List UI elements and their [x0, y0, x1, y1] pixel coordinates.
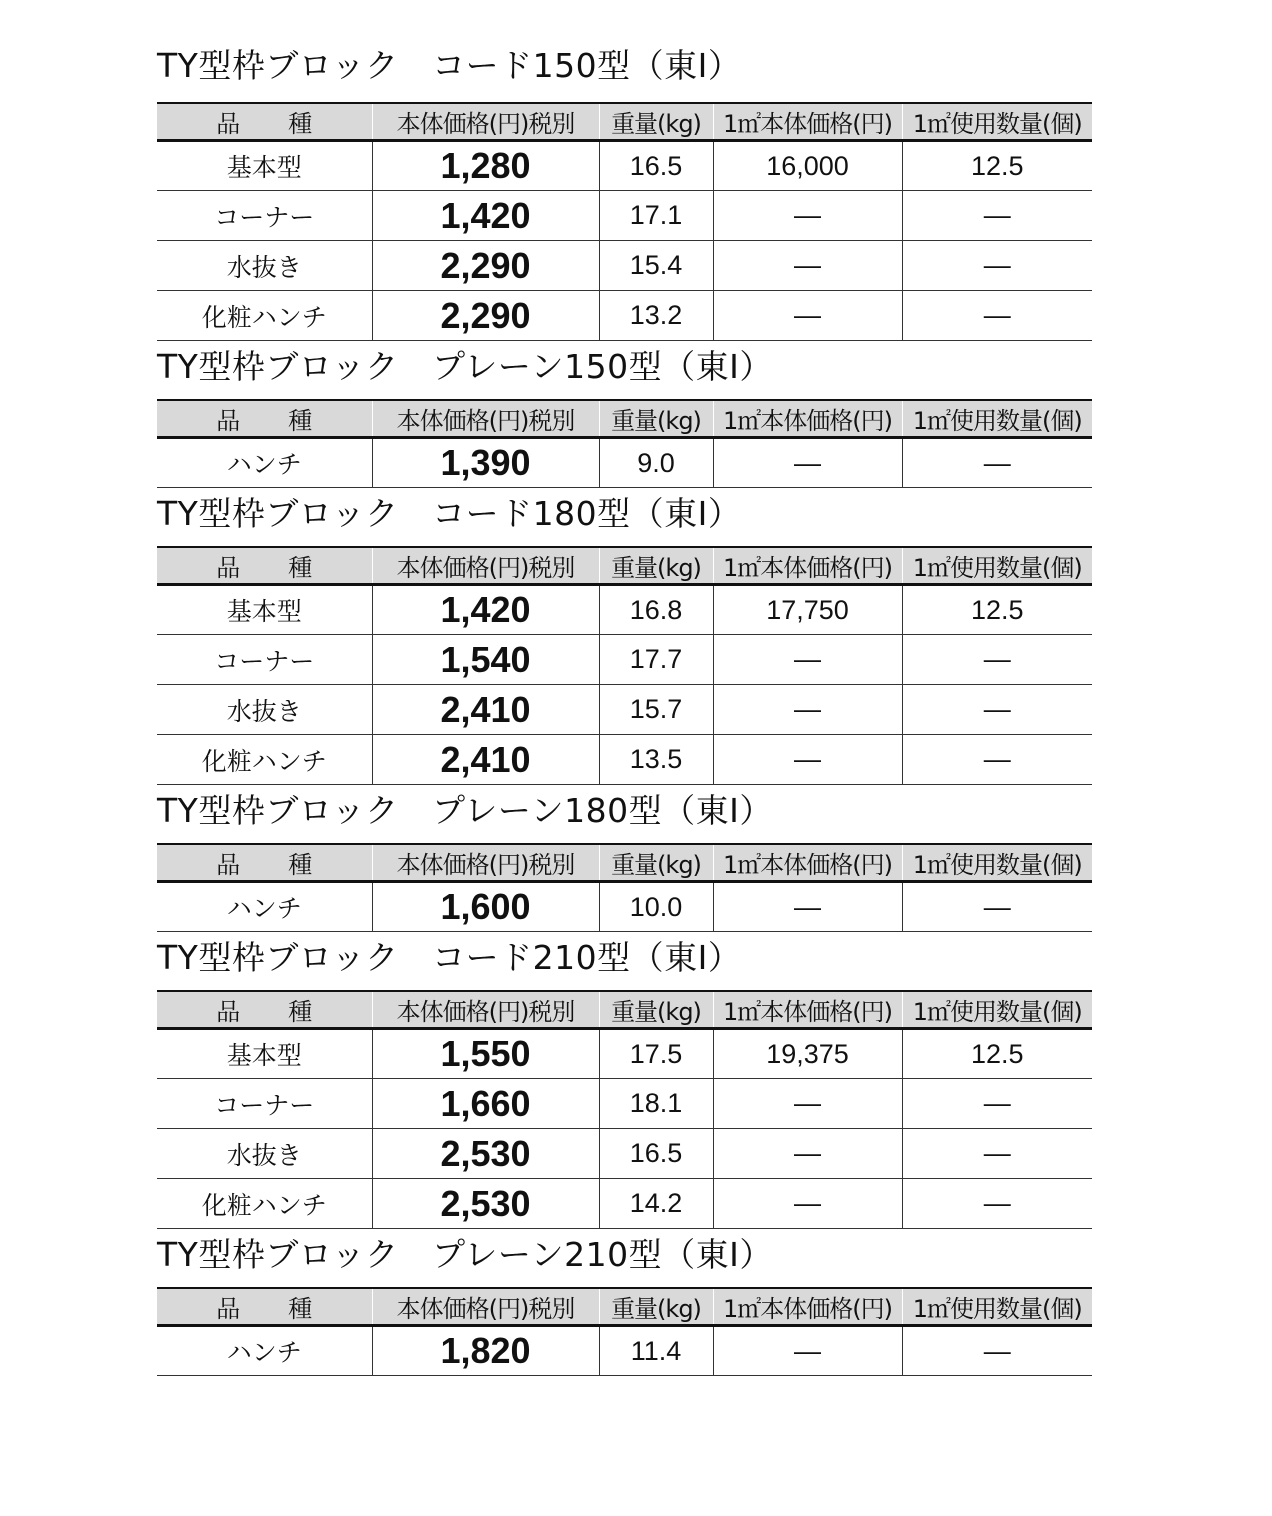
header-kind: 品 種	[157, 991, 372, 1029]
cell-weight: 14.2	[599, 1179, 713, 1229]
cell-per-m2-qty: ―	[902, 1129, 1092, 1179]
table-row	[157, 438, 1092, 488]
price-sheet	[157, 44, 1092, 1376]
section-title: TY型枠ブロック プレーン150型（東Ⅰ）	[157, 347, 773, 386]
header-per-m2-price: 1㎡本体価格(円)	[713, 547, 902, 585]
cell-kind: コーナー	[157, 635, 372, 685]
cell-per-m2-qty: ―	[902, 1079, 1092, 1129]
product-section	[157, 1229, 1092, 1376]
cell-per-m2-qty: ―	[902, 1326, 1092, 1376]
cell-per-m2-price: 19,375	[713, 1029, 902, 1079]
cell-per-m2-price: ―	[713, 241, 902, 291]
section-title: TY型枠ブロック コード180型（東Ⅰ）	[157, 494, 742, 533]
cell-price: 2,410	[372, 735, 599, 785]
cell-per-m2-qty: ―	[902, 635, 1092, 685]
table-row	[157, 1326, 1092, 1376]
cell-weight: 16.8	[599, 585, 713, 635]
header-per-m2-qty: 1㎡使用数量(個)	[902, 1288, 1092, 1326]
cell-price: 2,530	[372, 1129, 599, 1179]
header-weight: 重量(kg)	[599, 991, 713, 1029]
section-title: TY型枠ブロック プレーン210型（東Ⅰ）	[157, 1235, 773, 1274]
header-weight: 重量(kg)	[599, 1288, 713, 1326]
cell-per-m2-price: ―	[713, 685, 902, 735]
cell-per-m2-qty: 12.5	[902, 585, 1092, 635]
table-row	[157, 635, 1092, 685]
cell-per-m2-price: 16,000	[713, 141, 902, 191]
cell-kind: コーナー	[157, 1079, 372, 1129]
header-per-m2-qty: 1㎡使用数量(個)	[902, 547, 1092, 585]
cell-weight: 15.7	[599, 685, 713, 735]
cell-per-m2-qty: ―	[902, 291, 1092, 341]
table-row	[157, 585, 1092, 635]
product-section	[157, 932, 1092, 1229]
cell-kind: ハンチ	[157, 882, 372, 932]
cell-price: 1,820	[372, 1326, 599, 1376]
cell-per-m2-price: ―	[713, 1129, 902, 1179]
header-weight: 重量(kg)	[599, 103, 713, 141]
price-table	[157, 102, 1092, 341]
header-kind: 品 種	[157, 103, 372, 141]
table-row	[157, 882, 1092, 932]
cell-kind: コーナー	[157, 191, 372, 241]
cell-price: 2,410	[372, 685, 599, 735]
cell-kind: 化粧ハンチ	[157, 735, 372, 785]
table-row	[157, 1029, 1092, 1079]
header-price: 本体価格(円)税別	[372, 103, 599, 141]
header-price: 本体価格(円)税別	[372, 1288, 599, 1326]
table-row	[157, 191, 1092, 241]
header-price: 本体価格(円)税別	[372, 844, 599, 882]
header-per-m2-qty: 1㎡使用数量(個)	[902, 844, 1092, 882]
cell-per-m2-qty: ―	[902, 191, 1092, 241]
price-table	[157, 1287, 1092, 1376]
table-row	[157, 241, 1092, 291]
table-header-row	[157, 844, 1092, 882]
cell-weight: 11.4	[599, 1326, 713, 1376]
cell-per-m2-qty: 12.5	[902, 1029, 1092, 1079]
cell-per-m2-qty: ―	[902, 241, 1092, 291]
table-header-row	[157, 547, 1092, 585]
table-row	[157, 1129, 1092, 1179]
cell-kind: ハンチ	[157, 1326, 372, 1376]
header-per-m2-price: 1㎡本体価格(円)	[713, 400, 902, 438]
cell-per-m2-price: ―	[713, 635, 902, 685]
table-header-row	[157, 1288, 1092, 1326]
price-table	[157, 990, 1092, 1229]
header-per-m2-price: 1㎡本体価格(円)	[713, 991, 902, 1029]
cell-per-m2-qty: ―	[902, 685, 1092, 735]
cell-weight: 17.1	[599, 191, 713, 241]
header-weight: 重量(kg)	[599, 547, 713, 585]
table-row	[157, 1079, 1092, 1129]
price-table	[157, 399, 1092, 488]
cell-weight: 18.1	[599, 1079, 713, 1129]
header-per-m2-price: 1㎡本体価格(円)	[713, 844, 902, 882]
product-section	[157, 785, 1092, 932]
cell-price: 1,600	[372, 882, 599, 932]
cell-kind: 化粧ハンチ	[157, 291, 372, 341]
cell-kind: 基本型	[157, 585, 372, 635]
cell-per-m2-price: ―	[713, 291, 902, 341]
header-per-m2-qty: 1㎡使用数量(個)	[902, 103, 1092, 141]
cell-kind: ハンチ	[157, 438, 372, 488]
table-header-row	[157, 103, 1092, 141]
header-kind: 品 種	[157, 1288, 372, 1326]
header-price: 本体価格(円)税別	[372, 991, 599, 1029]
cell-price: 2,530	[372, 1179, 599, 1229]
section-title: TY型枠ブロック コード150型（東Ⅰ）	[157, 46, 742, 85]
header-kind: 品 種	[157, 844, 372, 882]
cell-per-m2-qty: ―	[902, 882, 1092, 932]
header-per-m2-qty: 1㎡使用数量(個)	[902, 991, 1092, 1029]
table-row	[157, 1179, 1092, 1229]
cell-per-m2-price: ―	[713, 1179, 902, 1229]
section-title: TY型枠ブロック プレーン180型（東Ⅰ）	[157, 791, 773, 830]
cell-weight: 16.5	[599, 1129, 713, 1179]
header-weight: 重量(kg)	[599, 400, 713, 438]
cell-per-m2-price: ―	[713, 882, 902, 932]
header-kind: 品 種	[157, 400, 372, 438]
table-row	[157, 141, 1092, 191]
header-price: 本体価格(円)税別	[372, 547, 599, 585]
cell-weight: 13.5	[599, 735, 713, 785]
cell-per-m2-price: 17,750	[713, 585, 902, 635]
cell-weight: 10.0	[599, 882, 713, 932]
table-header-row	[157, 991, 1092, 1029]
cell-weight: 13.2	[599, 291, 713, 341]
cell-per-m2-price: ―	[713, 735, 902, 785]
table-row	[157, 735, 1092, 785]
cell-weight: 17.7	[599, 635, 713, 685]
price-table	[157, 843, 1092, 932]
table-row	[157, 685, 1092, 735]
header-per-m2-price: 1㎡本体価格(円)	[713, 103, 902, 141]
cell-price: 1,550	[372, 1029, 599, 1079]
cell-per-m2-qty: ―	[902, 438, 1092, 488]
header-price: 本体価格(円)税別	[372, 400, 599, 438]
header-per-m2-qty: 1㎡使用数量(個)	[902, 400, 1092, 438]
product-section	[157, 44, 1092, 341]
cell-weight: 15.4	[599, 241, 713, 291]
cell-kind: 水抜き	[157, 241, 372, 291]
cell-weight: 16.5	[599, 141, 713, 191]
product-section	[157, 341, 1092, 488]
cell-price: 1,540	[372, 635, 599, 685]
cell-price: 1,660	[372, 1079, 599, 1129]
cell-per-m2-qty: ―	[902, 1179, 1092, 1229]
product-section	[157, 488, 1092, 785]
price-table	[157, 546, 1092, 785]
cell-price: 1,280	[372, 141, 599, 191]
cell-weight: 17.5	[599, 1029, 713, 1079]
cell-price: 1,390	[372, 438, 599, 488]
cell-per-m2-price: ―	[713, 191, 902, 241]
cell-kind: 基本型	[157, 1029, 372, 1079]
cell-per-m2-price: ―	[713, 438, 902, 488]
header-weight: 重量(kg)	[599, 844, 713, 882]
cell-kind: 基本型	[157, 141, 372, 191]
cell-price: 2,290	[372, 241, 599, 291]
cell-price: 2,290	[372, 291, 599, 341]
table-header-row	[157, 400, 1092, 438]
cell-weight: 9.0	[599, 438, 713, 488]
cell-kind: 化粧ハンチ	[157, 1179, 372, 1229]
header-kind: 品 種	[157, 547, 372, 585]
cell-per-m2-price: ―	[713, 1326, 902, 1376]
cell-per-m2-qty: ―	[902, 735, 1092, 785]
cell-per-m2-qty: 12.5	[902, 141, 1092, 191]
cell-kind: 水抜き	[157, 685, 372, 735]
table-row	[157, 291, 1092, 341]
cell-price: 1,420	[372, 585, 599, 635]
cell-kind: 水抜き	[157, 1129, 372, 1179]
cell-per-m2-price: ―	[713, 1079, 902, 1129]
header-per-m2-price: 1㎡本体価格(円)	[713, 1288, 902, 1326]
cell-price: 1,420	[372, 191, 599, 241]
section-title: TY型枠ブロック コード210型（東Ⅰ）	[157, 938, 742, 977]
